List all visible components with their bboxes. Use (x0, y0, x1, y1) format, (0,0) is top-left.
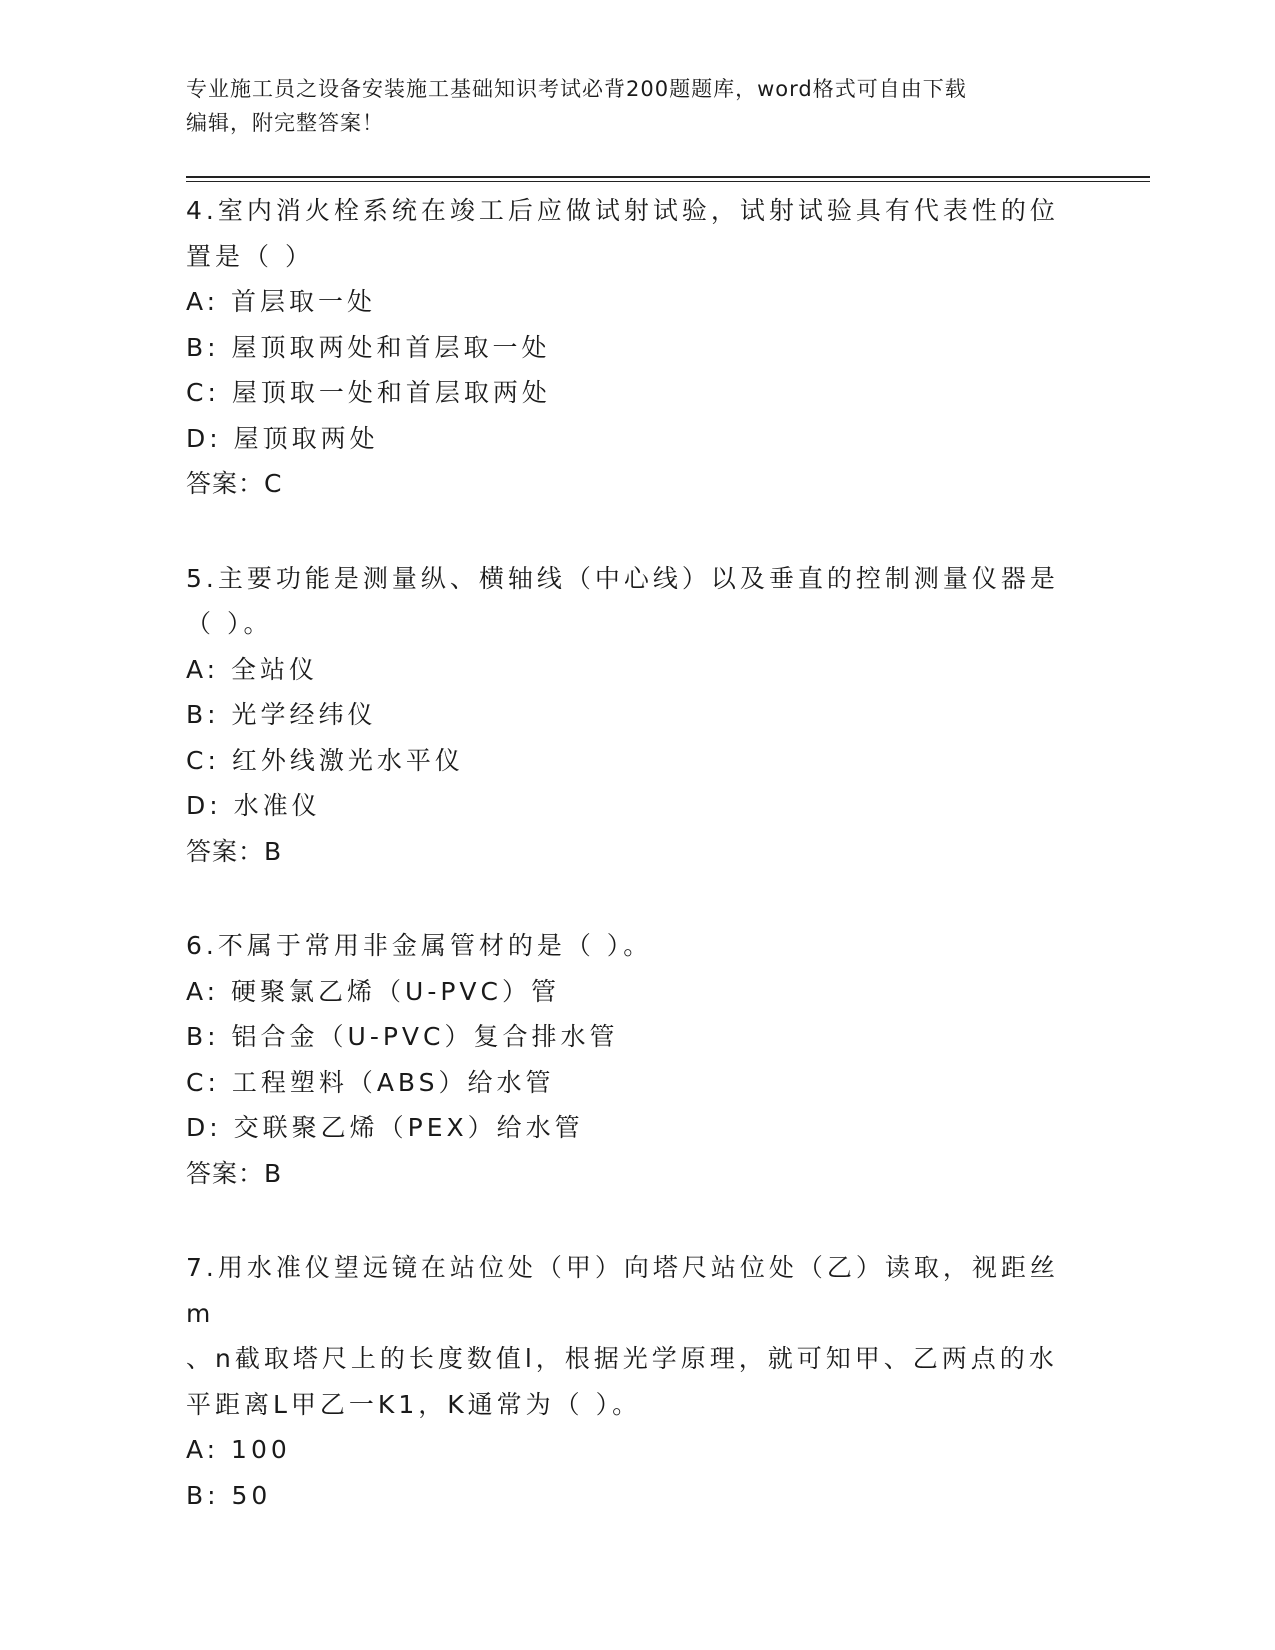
answer-line: 答案：C (186, 469, 283, 498)
header-divider-thick (186, 176, 1150, 178)
option-d: D: 交联聚乙烯（PEX）给水管 (186, 1113, 584, 1142)
question-item (186, 1245, 1086, 1518)
question-stem (186, 923, 1086, 969)
question-list (186, 188, 1086, 1567)
option-b: B: 50 (186, 1480, 272, 1510)
option-c: C: 红外线激光水平仪 (186, 745, 464, 775)
question-stem-line: 、n截取塔尺上的长度数值l，根据光学原理，就可知甲、乙两点的水 (186, 1344, 1058, 1373)
question-stem-line: 6.不属于常用非金属管材的是（ ）。 (186, 931, 653, 960)
document-header (186, 72, 1086, 140)
question-stem (186, 556, 1086, 647)
question-stem-line: （ ）。 (186, 609, 273, 638)
option-a: A: 首层取一处 (186, 287, 377, 316)
question-item (186, 923, 1086, 1196)
question-stem-line: 置是（ ） (186, 241, 314, 271)
option-a: A: 100 (186, 1435, 291, 1464)
option-b: B: 屋顶取两处和首层取一处 (186, 332, 551, 362)
question-stem (186, 188, 1086, 279)
header-line-2: 编辑，附完整答案！ (186, 111, 384, 135)
header-line-1: 专业施工员之设备安装施工基础知识考试必背200题题库，word格式可自由下载 (186, 77, 967, 101)
option-c: C: 屋顶取一处和首层取两处 (186, 378, 551, 407)
option-b: B: 铝合金（U-PVC）复合排水管 (186, 1022, 619, 1051)
header-divider-thin (186, 181, 1150, 182)
option-b: B: 光学经纬仪 (186, 700, 377, 729)
option-d: D: 屋顶取两处 (186, 423, 379, 453)
question-item (186, 188, 1086, 507)
question-item (186, 556, 1086, 875)
question-stem-line: 4.室内消火栓系统在竣工后应做试射试验，试射试验具有代表性的位 (186, 196, 1059, 225)
option-a: A: 硬聚氯乙烯（U-PVC）管 (186, 976, 560, 1006)
question-stem-line: 平距离L甲乙一K1，K通常为（ ）。 (186, 1389, 642, 1419)
question-stem-line: 5.主要功能是测量纵、横轴线（中心线）以及垂直的控制测量仪器是 (186, 563, 1059, 593)
question-stem-line: 7.用水准仪望远镜在站位处（甲）向塔尺站位处（乙）读取，视距丝m (186, 1253, 1059, 1328)
option-d: D: 水准仪 (186, 791, 321, 820)
option-a: A: 全站仪 (186, 654, 319, 684)
answer-line: 答案：B (186, 836, 283, 866)
answer-line: 答案：B (186, 1158, 283, 1188)
question-stem (186, 1245, 1086, 1427)
option-c: C: 工程塑料（ABS）给水管 (186, 1067, 555, 1097)
